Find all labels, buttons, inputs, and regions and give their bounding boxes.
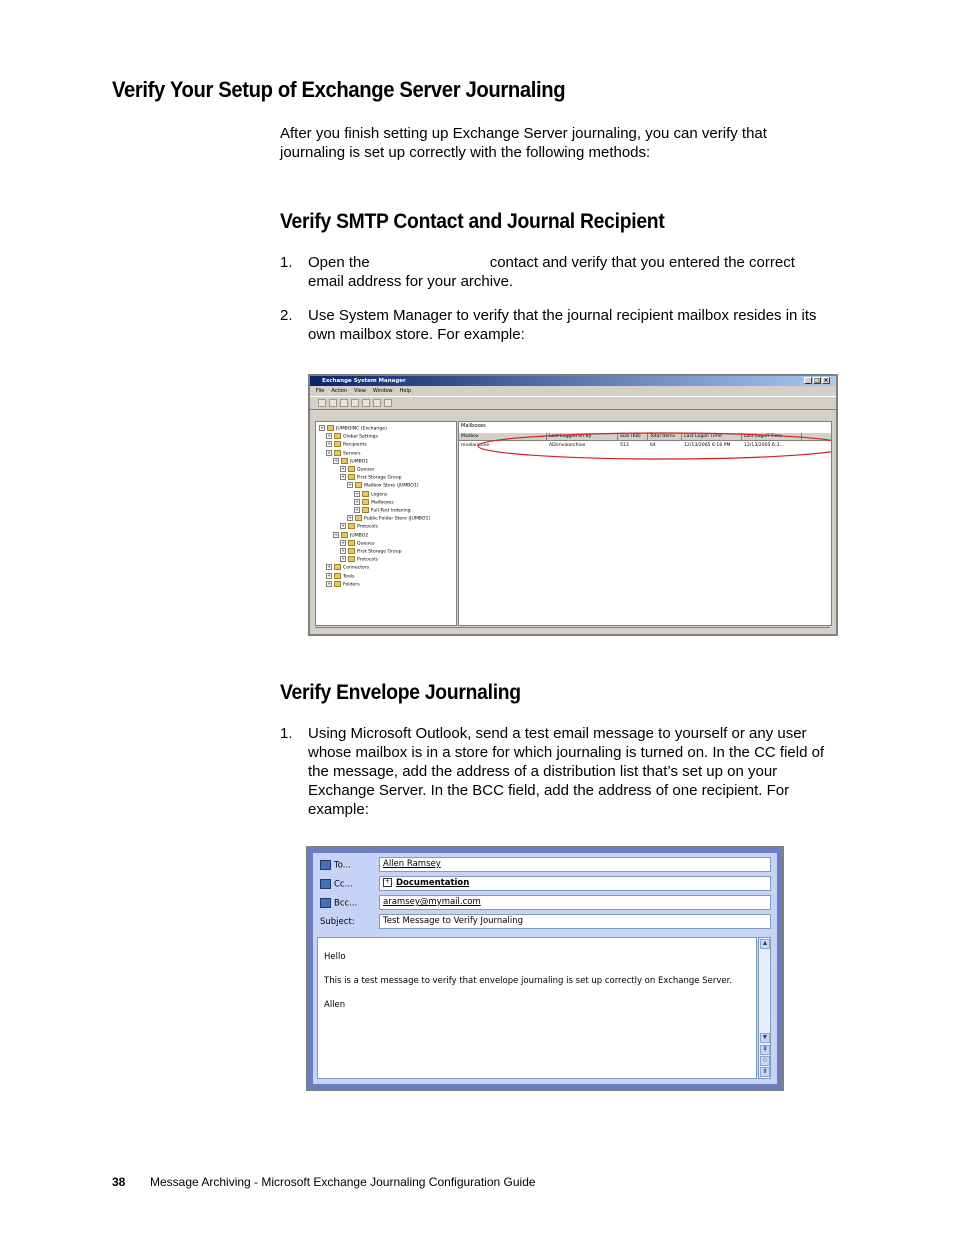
step-text: the message, add the address of a distribution list that’s set up on your [308,763,778,780]
maximize-icon[interactable]: □ [814,377,820,384]
tree-item[interactable] [319,425,387,433]
folder-icon [334,573,341,579]
column-header[interactable]: Size (KB) [618,433,648,440]
step-text: Use System Manager to verify that the journal recipient mailbox resides in its [308,307,817,324]
expand-icon[interactable]: + [355,498,359,504]
to-row [313,856,777,873]
expand-icon[interactable]: + [320,425,324,430]
intro-line-1: After you finish setting up Exchange Server journaling, you can verify that [280,125,767,142]
expand-icon[interactable]: + [334,531,338,537]
column-header[interactable]: Total Items [648,433,682,440]
size-cell: 513 [620,443,629,448]
mailbox-cell: mvalarchive [461,443,490,448]
step-text: Open the [308,254,370,271]
message-body[interactable] [317,937,757,1079]
step-text: own mailbox store. For example: [308,326,525,343]
expand-icon[interactable]: + [341,523,345,529]
step-text: example: [308,801,369,818]
step-text: contact and verify that you entered the correct [489,254,795,271]
column-header[interactable]: Mailbox [459,433,547,440]
tree-item-label: Queues [357,467,375,473]
expand-icon[interactable]: + [327,564,331,570]
folder-icon [348,540,355,546]
folder-icon [348,466,355,472]
tree-item-label: Connectors [343,565,370,571]
menu-item-window[interactable]: Window [372,388,393,394]
select-browse-icon[interactable]: ○ [760,1056,770,1066]
outlook-message-screenshot [306,846,784,1091]
tree-item-label: Mailboxes [371,500,394,506]
distribution-list-icon: + [384,878,391,885]
tree-item[interactable] [354,499,394,507]
tree-item[interactable] [340,556,378,564]
folder-icon [355,515,362,521]
expand-icon[interactable]: + [341,466,345,471]
tree-item[interactable] [333,532,368,540]
folder-icon [334,581,341,587]
tree-item[interactable] [340,466,375,474]
tree-item[interactable] [326,433,378,441]
expand-icon[interactable]: + [348,482,352,488]
tree-item[interactable] [340,540,375,548]
tree-item[interactable] [326,450,360,458]
list-number: 2. [280,307,293,324]
tree-item-label: Protocols [357,524,378,530]
esm-toolbar [310,396,836,410]
logoff-cell: 12/13/2005 6:3... [744,443,784,448]
cc-button[interactable]: Cc... [320,879,353,890]
tree-item[interactable] [326,581,360,589]
tree-item-label: Full-Text Indexing [371,508,411,514]
refresh-icon[interactable] [373,399,381,407]
tree-item-label: JUMBO1 [350,459,369,465]
step-text: whose mailbox is in a store for which journaling is turned on. In the CC field of [308,744,825,761]
esm-menu-bar [310,386,836,396]
to-button[interactable]: To... [320,860,351,871]
folder-icon [348,474,355,480]
page-number: 38 [112,1175,126,1189]
expand-icon[interactable]: + [341,556,345,562]
tree-item-label: Global Settings [343,434,378,440]
subject-row [313,913,777,930]
help-icon[interactable] [384,399,392,407]
scroll-up-icon[interactable]: ▲ [761,940,769,947]
section-heading-envelope: Verify Envelope Journaling [280,681,521,704]
close-icon[interactable]: × [823,377,829,384]
folder-icon [362,499,369,505]
step-text: Exchange Server. In the BCC field, add the address of one recipient. For [308,782,790,799]
exchange-system-manager-screenshot [308,374,838,636]
esm-mailboxes-pane [458,421,832,626]
expand-icon[interactable]: + [348,515,352,521]
folder-icon [327,425,334,431]
page-title: Verify Your Setup of Exchange Server Journaling [112,77,566,102]
body-line: Hello [324,952,346,962]
folder-icon [334,450,341,456]
menu-item-help[interactable]: Help [399,388,412,394]
expand-icon[interactable]: + [334,457,338,463]
logged-by-cell: AD\mvalarchive [549,443,586,448]
expand-icon[interactable]: + [355,507,359,512]
highlight-ellipse [459,422,831,462]
tree-item-label: Logons [371,492,388,498]
step-text: email address for your archive. [308,273,514,290]
list-number: 1. [280,254,293,271]
tree-item-label: JUMBOINC (Exchange) [336,426,387,432]
tree-item[interactable] [340,474,402,482]
expand-icon[interactable]: + [341,474,345,480]
tree-item-label: Recipients [343,442,367,448]
tree-item-label: Queues [357,541,375,547]
bcc-button[interactable]: Bcc... [320,898,357,909]
tree-item-label: First Storage Group [357,549,402,555]
tree-item-label: Servers [343,451,361,457]
up-folder-icon[interactable] [340,399,348,407]
subject-field[interactable]: Test Message to Verify Journaling [379,914,771,929]
step-text: Using Microsoft Outlook, send a test email message to yourself or any user [308,725,807,742]
minimize-icon[interactable]: _ [804,377,812,384]
tree-item-label: Public Folder Store (JUMBO1) [364,516,431,522]
tree-item[interactable] [340,523,378,531]
esm-title: Exchange System Manager [322,378,406,384]
expand-icon[interactable]: + [327,580,331,586]
address-book-icon [320,898,331,908]
folder-icon [348,556,355,562]
to-field[interactable]: Allen Ramsey [379,857,771,872]
folder-icon [334,433,341,439]
tree-item[interactable] [354,507,411,515]
column-header[interactable]: Last Logon Time [682,433,742,440]
folder-icon [348,548,355,554]
show-tree-icon[interactable] [351,399,359,407]
esm-title-bar [310,376,836,386]
tree-item[interactable] [340,548,402,556]
folder-icon [341,532,348,538]
tree-item[interactable] [326,564,369,572]
address-book-icon [320,860,331,870]
folder-icon [355,482,362,488]
tree-item[interactable] [347,515,430,523]
folder-icon [341,458,348,464]
expand-icon[interactable]: + [327,572,331,578]
menu-item-file[interactable]: File [316,388,325,394]
tree-item-label: JUMBO2 [350,533,369,539]
folder-icon [362,507,369,513]
expand-icon[interactable]: + [327,449,331,455]
list-number: 1. [280,725,293,742]
bcc-row [313,894,777,911]
properties-icon[interactable] [362,399,370,407]
logon-cell: 12/13/2005 6:16 PM [684,443,731,448]
tree-item-label: Mailbox Store (JUMBO1) [364,483,419,489]
back-icon[interactable] [318,399,326,407]
body-line: This is a test message to verify that envelope journaling is set up correctly on Exchange Server. [324,976,732,986]
menu-item-action[interactable]: Action [331,388,348,394]
column-header[interactable]: Last Logoff Time [742,433,802,440]
cc-row [313,875,777,892]
expand-icon[interactable]: + [355,490,359,496]
items-cell: 64 [650,443,656,448]
section-heading-smtp: Verify SMTP Contact and Journal Recipient [280,210,665,233]
tree-item[interactable] [347,482,419,490]
tree-item-label: First Storage Group [357,475,402,481]
address-book-icon [320,879,331,889]
body-line: Allen [324,1000,346,1010]
esm-status-bar [315,627,830,634]
intro-line-2: journaling is set up correctly with the following methods: [280,144,651,161]
tree-item-label: Tools [343,574,355,580]
body-scrollbar[interactable] [758,937,771,1079]
folder-icon [334,564,341,570]
bcc-field[interactable]: aramsey@mymail.com [379,895,771,910]
expand-icon[interactable]: + [327,441,331,447]
footer-title: Message Archiving - Microsoft Exchange Journaling Configuration Guide [150,1175,536,1189]
next-page-icon[interactable]: ⇟ [760,1067,770,1077]
intro-paragraph [280,124,840,162]
tree-item[interactable] [326,573,354,581]
esm-tree-pane[interactable] [315,421,457,626]
pane-title: Mailboxes [461,423,486,429]
expand-icon[interactable]: + [341,539,345,545]
tree-item-label: Folders [343,582,360,588]
expand-icon[interactable]: + [341,548,345,553]
tree-item[interactable] [354,491,387,499]
folder-icon [362,491,369,497]
tree-item[interactable] [333,458,368,466]
tree-item[interactable] [326,441,367,449]
tree-item-label: Protocols [357,557,378,563]
cc-field[interactable]: + Documentation [379,876,771,891]
scroll-down-icon[interactable]: ▼ [761,1034,769,1041]
forward-icon[interactable] [329,399,337,407]
folder-icon [334,441,341,447]
previous-page-icon[interactable]: ⇞ [760,1045,770,1055]
menu-item-view[interactable]: View [354,388,366,394]
column-header[interactable]: Last Logged on By [547,433,618,440]
subject-label: Subject: [320,917,355,927]
folder-icon [348,523,355,529]
expand-icon[interactable]: + [327,433,331,439]
